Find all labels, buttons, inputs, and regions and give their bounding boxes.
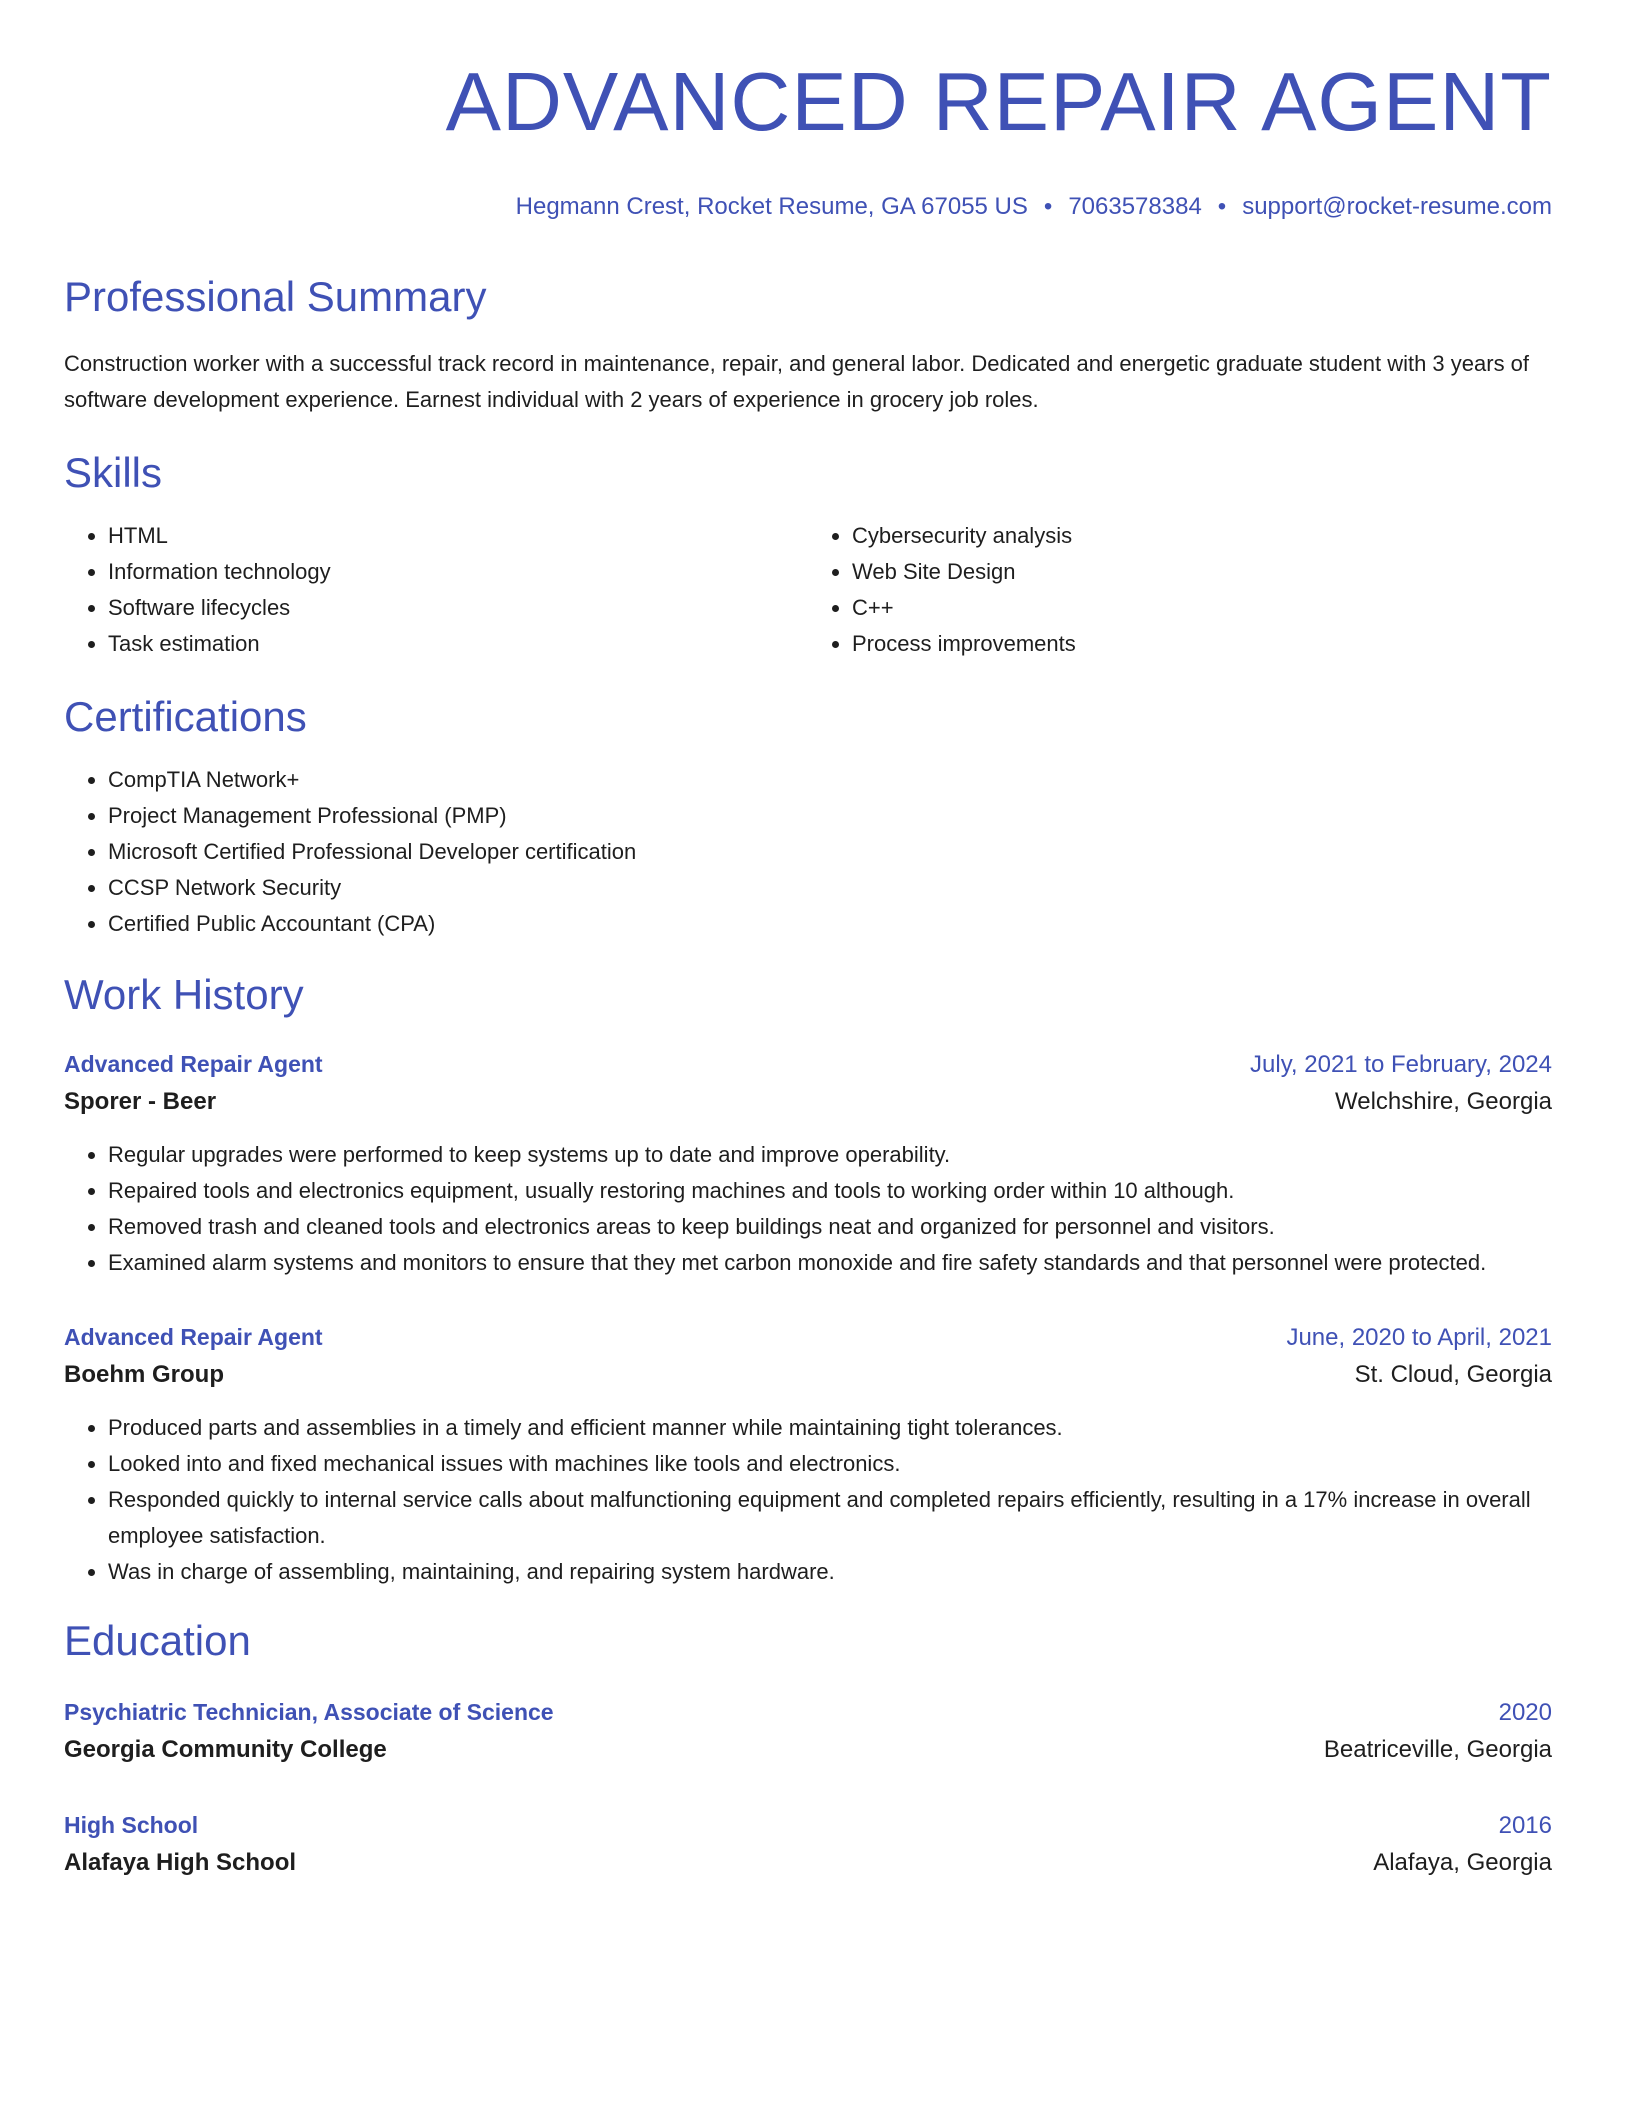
certifications-list (64, 762, 1552, 942)
job-bullets (64, 1137, 1552, 1281)
education-school-row (64, 1844, 1552, 1882)
education-year: 2016 (1498, 1812, 1552, 1839)
resume-page (64, 56, 1552, 1882)
separator-dot: • (1043, 193, 1053, 220)
list-item: • Repaired tools and electronics equipment, usually restoring machines and tools to working order within 10 although. (108, 1173, 1552, 1209)
education-school: Alafaya High School (64, 1849, 297, 1876)
contact-line (64, 192, 1552, 222)
job-bullets (64, 1410, 1552, 1590)
education-header-row (64, 1807, 1552, 1844)
education-entry (64, 1694, 1552, 1769)
list-item: • Cybersecurity analysis (852, 518, 1552, 554)
separator-dot: • (1217, 193, 1227, 220)
skills-heading: Skills (64, 449, 163, 496)
summary-text: Construction worker with a successful track record in maintenance, repair, and general labor. Dedicated and energetic graduate student with 3 years of software development experience. Earnest individual with 2 years of experience in grocery job roles. (64, 351, 1530, 412)
job-company: Sporer - Beer (64, 1088, 217, 1115)
list-item: • Removed trash and cleaned tools and electronics areas to keep buildings neat and organized for personnel and visitors. (108, 1209, 1552, 1245)
job-company-row (64, 1356, 1552, 1394)
job-entry (64, 1046, 1552, 1281)
education-school-row (64, 1731, 1552, 1769)
skills-list-right (808, 518, 1552, 662)
job-header-row (64, 1319, 1552, 1356)
education-location: Beatriceville, Georgia (1323, 1736, 1552, 1763)
address: Hegmann Crest, Rocket Resume, GA 67055 US (515, 193, 1028, 220)
list-item: • Information technology (108, 554, 808, 590)
email-link[interactable]: support@rocket-resume.com (1242, 193, 1552, 220)
education-location: Alafaya, Georgia (1373, 1849, 1552, 1876)
skills-columns (64, 518, 1552, 662)
list-item: • Project Management Professional (PMP) (108, 798, 1552, 834)
education-degree: High School (64, 1812, 199, 1838)
list-item: • Regular upgrades were performed to keep systems up to date and improve operability. (108, 1137, 1552, 1173)
list-item: • Looked into and fixed mechanical issues with machines like tools and electronics. (108, 1446, 1552, 1482)
candidate-name: ADVANCED REPAIR AGENT (445, 55, 1552, 148)
certifications-heading: Certifications (64, 693, 307, 740)
list-item: • Was in charge of assembling, maintaining, and repairing system hardware. (108, 1554, 1552, 1590)
list-item: • Microsoft Certified Professional Developer certification (108, 834, 1552, 870)
work-history-heading: Work History (64, 971, 304, 1018)
job-role: Advanced Repair Agent (64, 1324, 323, 1350)
education-header-row (64, 1694, 1552, 1731)
education-entry (64, 1807, 1552, 1882)
job-location: St. Cloud, Georgia (1354, 1361, 1552, 1388)
job-entry (64, 1319, 1552, 1590)
job-company: Boehm Group (64, 1361, 224, 1388)
education-school: Georgia Community College (64, 1736, 387, 1763)
skills-list-left (64, 518, 808, 662)
summary-heading: Professional Summary (64, 273, 487, 320)
list-item: • CCSP Network Security (108, 870, 1552, 906)
job-dates: July, 2021 to February, 2024 (1250, 1051, 1552, 1078)
phone: 7063578384 (1068, 193, 1202, 220)
list-item: • C++ (852, 590, 1552, 626)
education-degree: Psychiatric Technician, Associate of Science (64, 1699, 554, 1725)
list-item: • Software lifecycles (108, 590, 808, 626)
education-heading: Education (64, 1617, 251, 1664)
job-company-row (64, 1083, 1552, 1121)
list-item: • CompTIA Network+ (108, 762, 1552, 798)
list-item: • Task estimation (108, 626, 808, 662)
job-location: Welchshire, Georgia (1335, 1088, 1552, 1115)
list-item: • Web Site Design (852, 554, 1552, 590)
list-item: • HTML (108, 518, 808, 554)
list-item: • Process improvements (852, 626, 1552, 662)
list-item: • Responded quickly to internal service calls about malfunctioning equipment and completed repairs efficiently, resulting in a 17% increase in overall employee satisfaction. (108, 1482, 1552, 1554)
list-item: • Examined alarm systems and monitors to ensure that they met carbon monoxide and fire safety standards and that personnel were protected. (108, 1245, 1552, 1281)
list-item: • Produced parts and assemblies in a timely and efficient manner while maintaining tight tolerances. (108, 1410, 1552, 1446)
education-year: 2020 (1498, 1699, 1552, 1726)
job-dates: June, 2020 to April, 2021 (1286, 1324, 1552, 1351)
job-role: Advanced Repair Agent (64, 1051, 323, 1077)
job-header-row (64, 1046, 1552, 1083)
list-item: • Certified Public Accountant (CPA) (108, 906, 1552, 942)
